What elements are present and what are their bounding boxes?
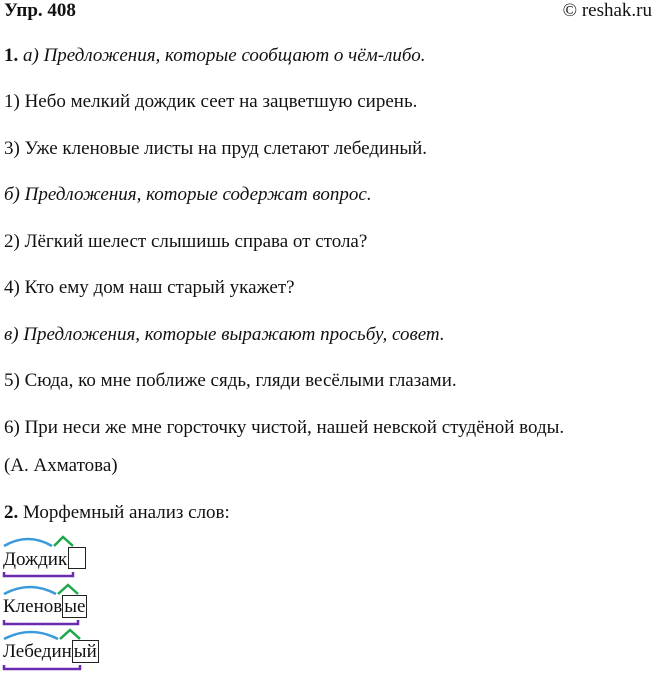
stem-bracket (4, 620, 78, 624)
sentence-6: 6) При неси же мне горсточку чистой, нашей невской студёной воды. (4, 417, 565, 438)
task-number: 1. (4, 45, 19, 66)
morpheme-word-3 (0, 627, 130, 673)
suffix-caret (60, 630, 80, 639)
suffix-caret (58, 585, 78, 594)
exercise-title: Упр. 408 (4, 0, 76, 21)
section-2-heading (4, 501, 230, 525)
sentence-1: 1) Небо мелкий дождик сеет на зацветшую сирень. (4, 91, 418, 112)
zero-ending-box (68, 547, 86, 569)
task-number-2: 2. (4, 502, 19, 523)
stem-bracket (4, 665, 80, 669)
page-header (4, 0, 654, 24)
section-a-heading (4, 44, 425, 68)
ending-box: ые (64, 596, 86, 617)
word-stem: Лебедин (3, 641, 72, 662)
section-b-label: б) Предложения, которые содержат вопрос. (4, 184, 372, 205)
section-a-label: а) Предложения, которые сообщают о чём-либо. (23, 45, 426, 66)
root-arc (4, 587, 56, 594)
site-credit: © reshak.ru (562, 0, 652, 21)
stem-bracket (4, 572, 73, 576)
author-attribution: (А. Ахматова) (4, 455, 118, 476)
sentence-4: 4) Кто ему дом наш старый укажет? (4, 277, 295, 298)
section-v-label: в) Предложения, которые выражают просьбу, совет. (4, 324, 445, 345)
ending-box: ый (73, 641, 97, 662)
sentence-5: 5) Сюда, ко мне поближе сядь, гляди весёлыми глазами. (4, 370, 457, 391)
sentence-2: 2) Лёгкий шелест слышишь справа от стола? (4, 231, 368, 252)
morpheme-word-1 (0, 534, 120, 580)
word-stem: Дождик (3, 549, 68, 570)
morpheme-word-2 (0, 582, 120, 628)
morpheme-analysis-label: Морфемный анализ слов: (23, 502, 230, 523)
word-stem: Кленов (3, 596, 63, 617)
suffix-caret (54, 537, 73, 546)
root-arc (4, 632, 58, 639)
sentence-3: 3) Уже кленовые листы на пруд слетают лебединый. (4, 138, 428, 159)
root-arc (4, 539, 52, 546)
